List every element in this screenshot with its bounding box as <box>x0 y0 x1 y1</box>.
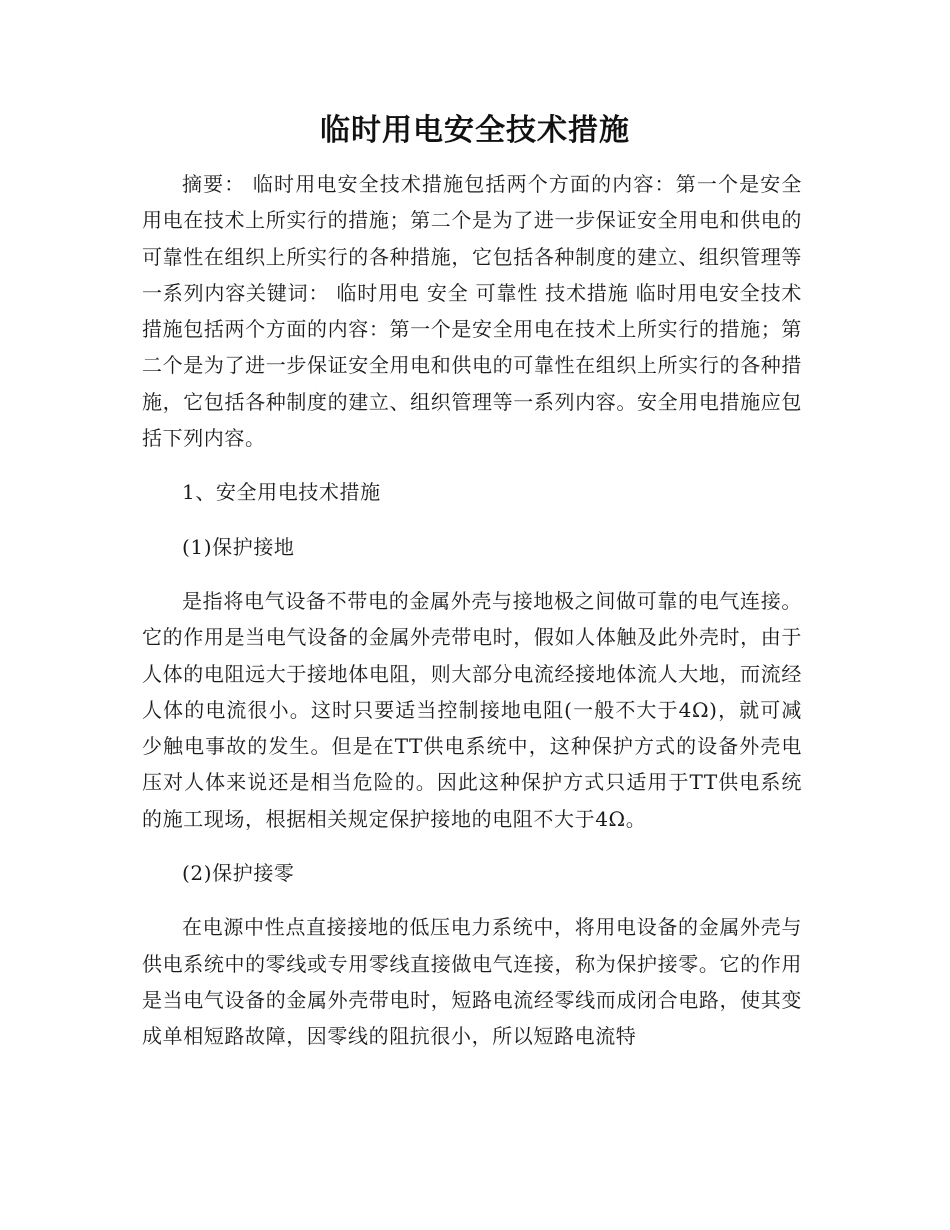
section-heading: 1、安全用电技术措施 <box>182 480 381 505</box>
subsection-heading: (1)保护接地 <box>182 534 295 559</box>
document-title: 临时用电安全技术措施 <box>320 113 630 148</box>
subsection-heading: (2)保护接零 <box>182 861 295 886</box>
abstract-paragraph: 摘要： 临时用电安全技术措施包括两个方面的内容：第一个是安全用电在技术上所实行的措施；第二个是为了进一步保证安全用电和供电的可靠性在组织上所实行的各种措施，它包括各种制度的建立、组织管理等一系列内容关键词： 临时用电 安全 可靠性 技术措施 临时用电安全技术措施包括两个方面的内容：第一个是安全用电在技术上所实行的措施；第二个是为了进一步保证安全用电和供电的可靠性在组织上所实行的各种措施，它包括各种制度的建立、组织管理等一系列内容。安全用电措施应包括下列内容。 <box>142 172 802 451</box>
document-body <box>142 166 802 1073</box>
body-paragraph: 在电源中性点直接接地的低压电力系统中，将用电设备的金属外壳与供电系统中的零线或专用零线直接做电气连接，称为保护接零。它的作用是当电气设备的金属外壳带电时，短路电流经零线而成闭合电路，使其变成单相短路故障，因零线的阻抗很小，所以短路电流特 <box>142 915 802 1049</box>
body-paragraph: 是指将电气设备不带电的金属外壳与接地极之间做可靠的电气连接。它的作用是当电气设备的金属外壳带电时，假如人体触及此外壳时，由于人体的电阻远大于接地体电阻，则大部分电流经接地体流人大地，而流经人体的电流很小。这时只要适当控制接地电阻(一般不大于4Ω)，就可减少触电事故的发生。但是在TT供电系统中，这种保护方式的设备外壳电压对人体来说还是相当危险的。因此这种保护方式只适用于TT供电系统的施工现场，根据相关规定保护接地的电阻不大于4Ω。 <box>142 588 802 831</box>
